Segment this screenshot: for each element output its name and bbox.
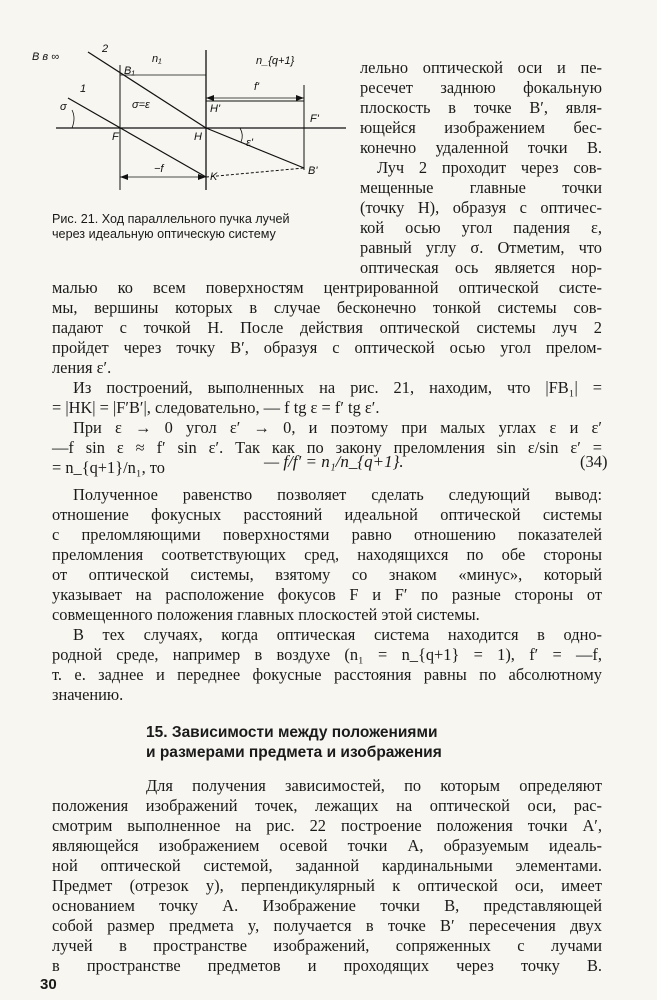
label-nq1: n_{q+1} — [256, 55, 295, 67]
text-line: совмещенного положения главных плоскостей этой системы. — [52, 605, 480, 624]
label-f-prime-dim: f' — [254, 81, 260, 93]
label-ray1: 1 — [80, 83, 87, 95]
label-n1: n₁ — [152, 53, 162, 65]
label-sigma-eq: σ=ε — [132, 99, 150, 111]
figure-caption-line-1: Рис. 21. Ход параллельного пучка лучей — [52, 212, 290, 226]
text-line: родной среде, например в воздухе (n₁ = n_{q+1} = 1), f′ = —f, — [52, 645, 602, 664]
figure-21-diagram — [28, 40, 358, 215]
figure-caption-line-2: через идеальную оптическую систему — [52, 227, 276, 241]
text-line: равный углу σ. Отметим, что — [360, 238, 602, 257]
text-line: от оптической системы, взятому со знаком «минус», который — [52, 565, 602, 584]
text-line: с преломляющими поверхностями равно отношению показателей — [52, 525, 602, 544]
text-line: = |HK| = |F′B′|, следовательно, — f tg ε = f′ tg ε′. — [52, 398, 380, 417]
equation-number: (34) — [580, 452, 608, 471]
text-line: в пространстве предметов и проходящих через точку B. — [52, 956, 602, 975]
label-h: H — [194, 131, 202, 143]
text-line: падают с точкой H. После действия оптической системы луч 2 — [52, 318, 602, 337]
label-b-prime: B' — [308, 165, 318, 177]
text-line: ресечет заднюю фокальную — [360, 78, 602, 97]
text-line: Из построений, выполненных на рис. 21, находим, что |FB₁| = — [73, 378, 602, 397]
text-line: кой осью угол падения ε, — [360, 218, 602, 237]
text-line: ющейся изображением бес- — [360, 118, 602, 137]
text-line: ной оптической системой, заданной кардинальными элементами. — [52, 856, 602, 875]
text-line: = n_{q+1}/n₁, то — [52, 458, 165, 477]
label-k: K — [210, 171, 218, 183]
text-line: Для получения зависимостей, по которым определяют — [146, 776, 602, 795]
page-number: 30 — [40, 976, 57, 993]
label-b-inf: B в ∞ — [32, 51, 60, 63]
text-line: Предмет (отрезок y), перпендикулярный к оптической оси, имеет — [52, 876, 602, 895]
text-line: лельно оптической оси и пе- — [360, 58, 602, 77]
text-line: ления ε′. — [52, 358, 112, 377]
text-line: основанием точку A. Изображение точки B, представляющей — [52, 896, 602, 915]
text-line: При ε → 0 угол ε′ → 0, и поэтому при малых углах ε и ε′ — [73, 418, 602, 437]
label-f: F — [112, 131, 119, 143]
section-heading-line-2: и размерами предмета и изображения — [146, 744, 442, 761]
label-b1: B₁ — [124, 65, 135, 77]
text-line: Полученное равенство позволяет сделать следующий вывод: — [73, 485, 602, 504]
text-line: значению. — [52, 685, 124, 704]
text-line: В тех случаях, когда оптическая система находится в одно- — [73, 625, 602, 644]
text-line: преломления соответствующих сред, находящихся по обе стороны — [52, 545, 602, 564]
text-line: являющейся изображением осевой точки A, образуемым идеаль- — [52, 836, 602, 855]
text-line: конечно удаленной точки B. — [360, 138, 602, 157]
text-line: пройдет через точку B′, образуя с оптической осью угол прелом- — [52, 338, 602, 357]
text-line: лучей в пространстве изображений, сопряженных с лучами — [52, 936, 602, 955]
label-eps-prime: ε' — [246, 137, 253, 149]
label-minus-f: −f — [154, 163, 164, 175]
text-line: положения изображений точек, лежащих на оптической оси, рас- — [52, 796, 602, 815]
ray-2 — [88, 52, 206, 128]
text-line: —f sin ε ≈ f′ sin ε′. Так как по закону преломления sin ε/sin ε′ = — [52, 438, 602, 457]
text-line: оптическая ось является нор- — [360, 258, 602, 277]
text-line: т. е. заднее и переднее фокусные расстояния равны по абсолютному — [52, 665, 602, 684]
text-line: малью ко всем поверхностям центрированной оптической систе- — [52, 278, 602, 297]
text-line: (точку H), образуя с оптичес- — [360, 198, 602, 217]
label-h-prime: H' — [210, 103, 221, 115]
text-line: мы, вершины которых в случае бесконечно тонкой системы сов- — [52, 298, 602, 317]
text-line: мещенные главные точки — [360, 178, 602, 197]
label-f-prime: F' — [310, 113, 319, 125]
text-line: Луч 2 проходит через сов- — [377, 158, 602, 177]
label-ray2: 2 — [102, 43, 109, 55]
section-heading-line-1: 15. Зависимости между положениями — [146, 724, 438, 741]
text-line: собой размер предмета y, получается в точке B′ пересечения двух — [52, 916, 602, 935]
text-line: плоскость в точке B′, явля- — [360, 98, 602, 117]
text-line: отношение фокусных расстояний идеальной оптической системы — [52, 505, 602, 524]
text-line: смотрим выполненное на рис. 22 построение положения точки A′, — [52, 816, 602, 835]
label-sigma: σ — [60, 101, 67, 113]
text-line: указывает на расположение фокусов F и F′ по разные стороны от — [52, 585, 602, 604]
equation-34: — f/f′ = n₁/n_{q+1}. — [264, 452, 404, 471]
